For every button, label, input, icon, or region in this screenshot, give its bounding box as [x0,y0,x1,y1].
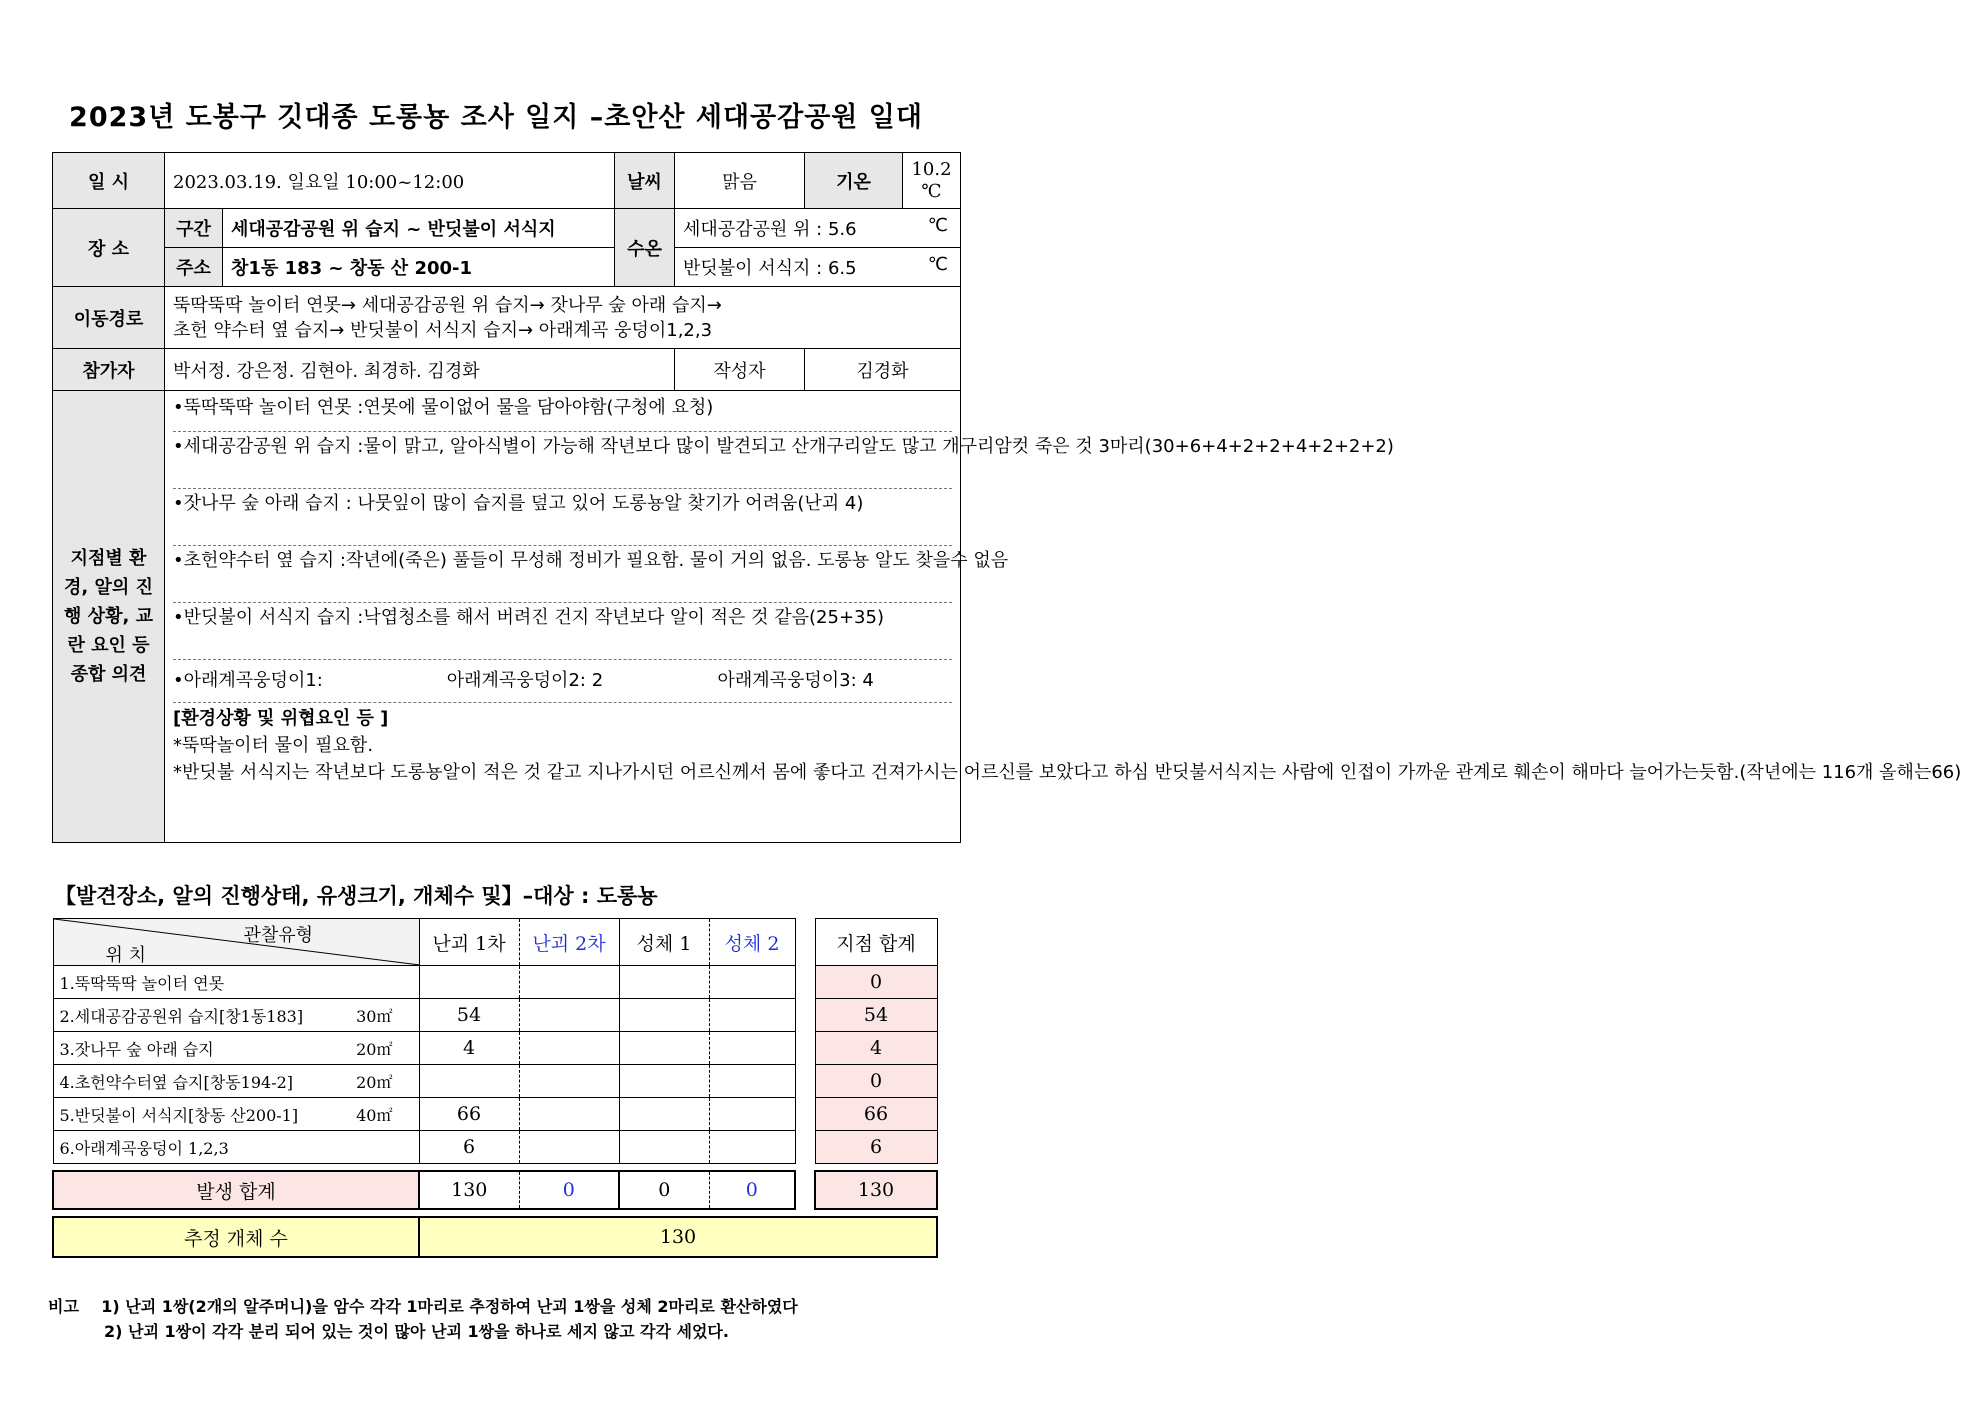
opinion-3: •잣나무 숲 아래 습지 : 나뭇잎이 많이 습지를 덮고 있어 도롱뇽알 찾기가 어려움(난괴 4) [173,489,952,546]
row-6-loc-text: 6.아래계곡웅덩이 1,2,3 [59,1138,229,1158]
row-3-v3 [619,1032,709,1065]
route-label: 이동경로 [53,287,165,349]
env-line-1: *뚝딱놀이터 물이 필요함. [173,735,374,756]
watertemp-1-unit: ℃ [927,215,948,236]
row-4-v1 [419,1065,519,1098]
route-line-2: 초헌 약수터 옆 습지→ 반딧불이 서식지 습지→ 아래계곡 웅덩이1,2,3 [173,319,713,341]
spacer [795,999,815,1032]
row-6-v4 [709,1131,795,1164]
row-4-v3 [619,1065,709,1098]
date-value: 2023.03.19. 일요일 10:00~12:00 [165,153,615,209]
section-title: 【발견장소, 알의 진행상태, 유생크기, 개체수 및】–대상 : 도롱뇽 [55,884,658,908]
sum-total: 130 [815,1171,937,1209]
row-1-v4 [709,966,795,999]
table-row [53,966,937,999]
row-6-v2 [519,1131,619,1164]
sum-v3: 0 [619,1171,709,1209]
opinion-2: •세대공감공원 위 습지 :물이 맑고, 알아식별이 가능해 작년보다 많이 발견되고 산개구리알도 많고 개구리암컷 죽은 것 3마리(30+6+4+2+2+4+2+2+2) [173,432,952,489]
row-5-total: 66 [815,1098,937,1131]
row-5-v2 [519,1098,619,1131]
header-total: 지점 합계 [815,919,937,966]
sum-v1: 130 [419,1171,519,1209]
note-1 [48,1294,798,1317]
temp-unit: ℃ [921,180,942,202]
spacer [795,1171,815,1209]
row-2-v3 [619,999,709,1032]
opinion-label: 지점별 환경, 알의 진행 상황, 교란 요인 등 종합 의견 [53,391,165,843]
corner-top: 관찰유형 [243,925,314,946]
row-gap [53,1164,937,1172]
row-4-total: 0 [815,1065,937,1098]
row-6-loc [53,1131,419,1164]
row-2-v4 [709,999,795,1032]
writer-label: 작성자 [675,349,805,391]
temp-label: 기온 [805,153,903,209]
row-3-v4 [709,1032,795,1065]
pool-1: •아래계곡웅덩이1: [173,670,323,691]
table-row [53,1032,937,1065]
temp-cell [903,153,961,209]
row-4-v2 [519,1065,619,1098]
section-value: 세대공감공원 위 습지 ~ 반딧불이 서식지 [223,209,615,248]
header-4: 성체 2 [709,919,795,966]
row-3-area: 20㎡ [356,1039,393,1059]
sum-label: 발생 합계 [53,1171,419,1209]
env-box [173,703,1961,788]
corner-cell [53,919,419,966]
sum-v2: 0 [519,1171,619,1209]
row-4-loc-text: 4.초헌약수터옆 습지[창동194-2] [59,1072,294,1092]
participants-label: 참가자 [53,349,165,391]
header-3: 성체 1 [619,919,709,966]
weather-label: 날씨 [615,153,675,209]
row-5-area: 40㎡ [356,1105,393,1125]
row-gap [53,1209,937,1217]
watertemp-label: 수온 [615,209,675,287]
row-6-total: 6 [815,1131,937,1164]
table-row [53,999,937,1032]
count-table [52,918,938,1258]
row-5-loc-text: 5.반딧불이 서식지[창동 산200-1] [59,1105,299,1125]
row-2-area: 30㎡ [356,1006,393,1026]
weather-value: 맑음 [675,153,805,209]
survey-info-table [52,152,1961,843]
temp-value: 10.2 [911,158,952,180]
opinion-1: •뚝딱뚝딱 놀이터 연못 :연못에 물이없어 물을 담아야함(구청에 요청) [173,393,952,432]
spacer [795,966,815,999]
row-5-loc [53,1098,419,1131]
spacer [795,1131,815,1164]
note-label: 비고 [48,1297,79,1316]
address-value: 창1동 183 ~ 창동 산 200-1 [223,248,615,287]
header-1: 난괴 1차 [419,919,519,966]
row-2-v1: 54 [419,999,519,1032]
date-label: 일 시 [53,153,165,209]
row-2-loc-text: 2.세대공감공원위 습지[창1동183] [59,1006,304,1026]
watertemp-2 [675,248,961,287]
row-1-loc-text: 1.뚝딱뚝딱 놀이터 연못 [59,973,225,993]
row-2-loc [53,999,419,1032]
opinion-cell [165,391,1961,843]
spacer [795,919,815,966]
pool-2: 아래계곡웅덩이2: 2 [446,670,604,691]
row-4-loc [53,1065,419,1098]
corner-bottom: 위 치 [105,945,146,966]
row-5-v4 [709,1098,795,1131]
watertemp-1 [675,209,961,248]
row-2-total: 54 [815,999,937,1032]
spacer [795,1065,815,1098]
env-line-2: *반딧불 서식지는 작년보다 도롱뇽알이 적은 것 같고 지나가시던 어르신께서 몸에 좋다고 건져가시는 어르신를 보았다고 하심 반딧불서식지는 사람에 인접이 가까운 관계로 훼손이 해마다 늘어가는듯함.(작년에는 116개 올해는66) [173,762,1961,783]
page-title: 2023년 도봉구 깃대종 도롱뇽 조사 일지 –초안산 세대공감공원 일대 [69,102,923,133]
address-label: 주소 [165,248,223,287]
row-3-v1: 4 [419,1032,519,1065]
row-6-v1: 6 [419,1131,519,1164]
note-1-text: 1) 난괴 1쌍(2개의 알주머니)을 암수 각각 1마리로 추정하여 난괴 1쌍을 성체 2마리로 환산하였다 [101,1297,798,1316]
watertemp-1-text: 세대공감공원 위 : 5.6 [683,219,857,240]
row-6-v3 [619,1131,709,1164]
route-value [165,287,961,349]
row-3-loc [53,1032,419,1065]
row-4-v4 [709,1065,795,1098]
watertemp-2-text: 반딧불이 서식지 : 6.5 [683,258,857,279]
route-line-1: 뚝딱뚝딱 놀이터 연못→ 세대공감공원 위 습지→ 잣나무 숲 아래 습지→ [173,294,722,316]
estimate-label: 추정 개체 수 [53,1217,419,1257]
row-1-total: 0 [815,966,937,999]
opinion-pools [173,660,952,703]
participants-value: 박서정. 강은정. 김현아. 최경하. 김경화 [165,349,675,391]
row-1-loc [53,966,419,999]
estimate-value: 130 [419,1217,937,1257]
row-3-total: 4 [815,1032,937,1065]
row-1-v2 [519,966,619,999]
row-4-area: 20㎡ [356,1072,393,1092]
pool-3: 아래계곡웅덩이3: 4 [717,670,874,691]
table-row [53,1098,937,1131]
env-title: [환경상황 및 위협요인 등 ] [173,708,389,729]
table-row [53,1065,937,1098]
row-5-v1: 66 [419,1098,519,1131]
row-1-v1 [419,966,519,999]
place-label: 장 소 [53,209,165,287]
header-2: 난괴 2차 [519,919,619,966]
row-3-loc-text: 3.잣나무 숲 아래 습지 [59,1039,214,1059]
row-2-v2 [519,999,619,1032]
writer-value: 김경화 [805,349,961,391]
row-3-v2 [519,1032,619,1065]
row-1-v3 [619,966,709,999]
sum-v4: 0 [709,1171,795,1209]
opinion-4: •초헌약수터 옆 습지 :작년에(죽은) 풀들이 무성해 정비가 필요함. 물이 거의 없음. 도롱뇽 알도 찾을수 없음 [173,546,952,603]
watertemp-2-unit: ℃ [927,254,948,275]
table-row [53,1131,937,1164]
row-5-v3 [619,1098,709,1131]
section-label: 구간 [165,209,223,248]
spacer [795,1032,815,1065]
opinion-5: •반딧불이 서식지 습지 :낙엽청소를 해서 버려진 건지 작년보다 알이 적은 것 같음(25+35) [173,603,952,660]
spacer [795,1098,815,1131]
note-2: 2) 난괴 1쌍이 각각 분리 되어 있는 것이 많아 난괴 1쌍을 하나로 세지 않고 각각 세었다. [104,1322,729,1341]
